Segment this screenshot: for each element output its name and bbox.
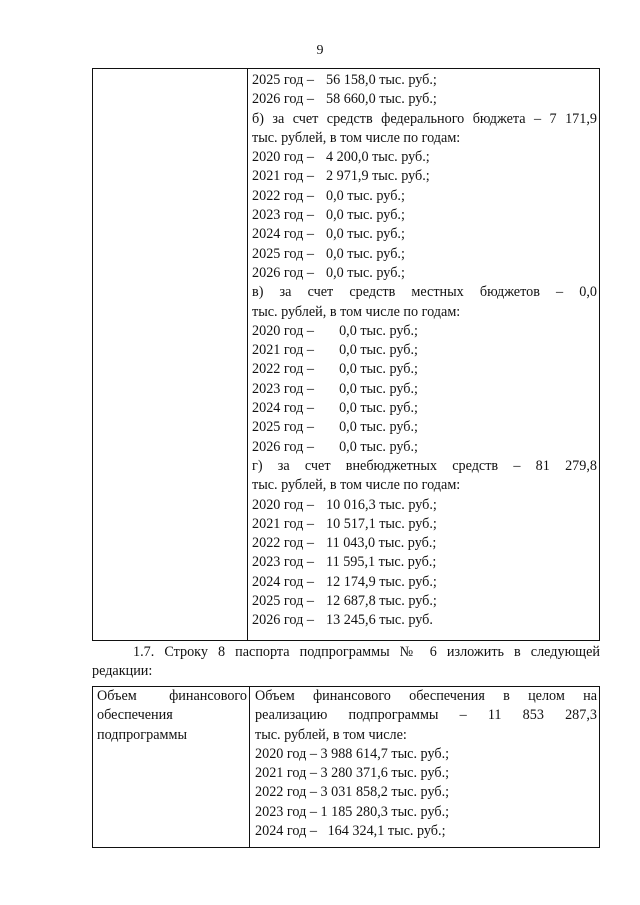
table-right-cell [248,69,600,641]
year-amount: 0,0 тыс. руб.; [339,361,418,378]
year-amount: 0,0 тыс. руб.; [339,400,418,417]
year-amount: 13 245,6 тыс. руб. [326,612,433,629]
row-title-line: Объем финансового [97,688,247,704]
year-row [252,418,597,437]
year-row [252,264,597,283]
year-amount: 11 595,1 тыс. руб.; [326,554,437,571]
year-label: 2025 год – [252,245,314,262]
year-row [252,380,597,399]
year-label: 2022 год – [252,361,314,378]
year-row [252,534,597,553]
year-amount: 0,0 тыс. руб.; [339,380,418,397]
year-amount: 11 043,0 тыс. руб.; [326,535,437,552]
year-row: 2023 год – 1 185 280,3 тыс. руб.; [255,803,450,820]
year-amount: 0,0 тыс. руб.; [339,419,418,436]
year-label: 2026 год – [252,438,314,455]
year-row [252,206,597,225]
year-label: 2025 год – [252,72,314,88]
year-row [252,322,597,341]
header-line: тыс. рублей, в том числе по годам: [252,477,461,494]
year-amount: 10 016,3 тыс. руб.; [326,496,437,513]
year-row [252,496,597,515]
table-right-cell [250,687,600,848]
year-amount: 10 517,1 тыс. руб.; [326,515,437,532]
year-amount: 58 660,0 тыс. руб.; [326,91,437,108]
funding-table-continued [92,68,600,641]
year-label: 2026 год – [252,91,314,108]
header-line: реализацию подпрограммы – 11 853 287,3 [255,707,597,724]
local-year-rows [252,322,597,457]
total-year-rows [255,745,597,841]
instruction-line: 1.7. Строку 8 паспорта подпрограммы № 6 изложить в следующей [133,644,600,660]
year-amount: 56 158,0 тыс. руб.; [326,72,437,88]
year-row [252,399,597,418]
year-amount: 0,0 тыс. руб.; [339,322,418,339]
table-left-cell [93,687,250,848]
year-row [252,360,597,379]
year-row [252,71,597,90]
offbudget-header [252,457,597,496]
year-amount: 2 971,9 тыс. руб.; [326,168,430,185]
year-label: 2021 год – [252,168,314,185]
row-title-line: обеспечения [97,707,173,724]
year-label: 2025 год – [252,419,314,436]
year-amount: 0,0 тыс. руб.; [326,245,405,262]
year-label: 2024 год – [252,226,314,243]
row-title-line: подпрограммы [97,726,187,743]
instruction-line: редакции: [92,663,153,680]
year-row [252,438,597,457]
year-label: 2022 год – [252,187,314,204]
year-row: 2020 год – 3 988 614,7 тыс. руб.; [255,745,450,762]
year-row [252,167,597,186]
year-label: 2023 год – [252,380,314,397]
year-row [252,573,597,592]
year-label: 2023 год – [252,207,314,224]
header-line: тыс. рублей, в том числе по годам: [252,129,461,146]
year-row [252,245,597,264]
header-line: Объем финансового обеспечения в целом на [255,688,597,704]
offbudget-year-rows [252,496,597,631]
year-row [252,341,597,360]
year-label: 2020 год – [252,496,314,513]
year-amount: 4 200,0 тыс. руб.; [326,149,430,166]
year-label: 2020 год – [252,322,314,339]
year-row [252,148,597,167]
year-amount: 0,0 тыс. руб.; [326,207,405,224]
year-amount: 0,0 тыс. руб.; [326,187,405,204]
year-label: 2026 год – [252,612,314,629]
year-amount: 0,0 тыс. руб.; [326,264,405,281]
regional-year-rows [252,71,597,110]
table-left-cell [93,69,248,641]
year-row [252,187,597,206]
year-amount: 12 174,9 тыс. руб.; [326,573,437,590]
page-number: 9 [316,43,324,58]
local-budget-header [252,283,597,322]
year-label: 2026 год – [252,264,314,281]
year-row [252,515,597,534]
year-label: 2021 год – [252,342,314,359]
year-amount: 0,0 тыс. руб.; [326,226,405,243]
year-row: 2024 год – 164 324,1 тыс. руб.; [255,823,446,840]
header-line: г) за счет внебюджетных средств – 81 279,8 [252,457,597,474]
year-label: 2023 год – [252,554,314,571]
year-row [252,90,597,109]
year-row [252,553,597,572]
header-line: тыс. рублей, в том числе по годам: [252,303,461,320]
funding-table-new [92,686,600,848]
year-row [252,592,597,611]
row-title [97,687,247,745]
year-amount: 0,0 тыс. руб.; [339,342,418,359]
federal-year-rows [252,148,597,283]
year-amount: 0,0 тыс. руб.; [339,438,418,455]
year-amount: 12 687,8 тыс. руб.; [326,593,437,610]
year-row [252,611,597,630]
header-line: б) за счет средств федерального бюджета – 7 171,9 [252,110,597,127]
year-row [252,225,597,244]
year-label: 2021 год – [252,515,314,532]
amendment-instruction [92,643,600,682]
year-row: 2022 год – 3 031 858,2 тыс. руб.; [255,784,450,801]
year-label: 2022 год – [252,535,314,552]
year-label: 2024 год – [252,400,314,417]
header-line: в) за счет средств местных бюджетов – 0,0 [252,284,597,301]
federal-budget-header [252,110,597,149]
total-funding-header [255,687,597,745]
year-label: 2024 год – [252,573,314,590]
year-row: 2021 год – 3 280 371,6 тыс. руб.; [255,765,450,782]
year-label: 2020 год – [252,149,314,166]
year-label: 2025 год – [252,593,314,610]
header-line: тыс. рублей, в том числе: [255,726,407,743]
